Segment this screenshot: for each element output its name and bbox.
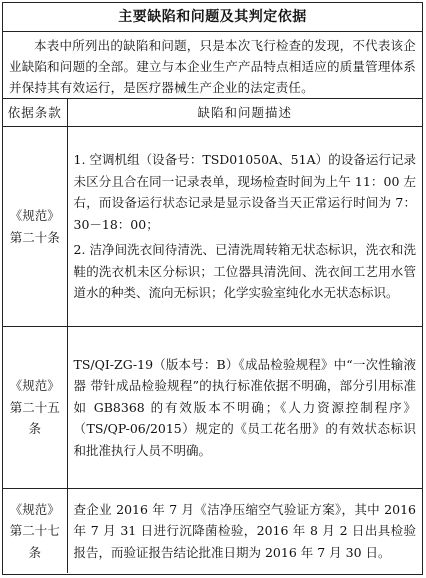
clause-line: 《规范》 xyxy=(9,208,60,223)
clause-line: 第二十七 xyxy=(9,523,60,539)
description-cell xyxy=(67,327,422,489)
clause-line: 第二十五 xyxy=(9,399,60,415)
clause-line: 条 xyxy=(28,544,41,560)
clause-line: 条 xyxy=(28,421,41,437)
description-item: TS/QI-ZG-19（版本号：B）《成品检验规程》中“一次性输液器 带针成品检验规程”的执行标准依据不明确，部分引用标准如 GB8368 的有效版本不明确；《人力资源控制程序》（TS/QP-06/2015）规定的《员工花名册》的有效状态标识和批准执行人员不明确。 xyxy=(73,356,416,458)
defects-table xyxy=(3,98,422,573)
description-item: 1. 空调机组（设备号：TSD01050A、51A）的设备运行记录未区分且合在同一记录表单，现场检查时间为上午 11：00 左右，而设备运行状态记录是显示设备当天正常运行时间为 7：30－18：00； xyxy=(73,152,416,232)
page-title: 主要缺陷和问题及其判定依据 xyxy=(3,3,422,32)
clause-cell xyxy=(3,489,67,574)
header-description: 缺陷和问题描述 xyxy=(67,99,422,127)
description-cell xyxy=(67,127,422,327)
clause-line: 第二十条 xyxy=(9,229,60,245)
clause-cell xyxy=(3,327,67,489)
clause-line: 《规范》 xyxy=(9,501,60,517)
table-header-row xyxy=(3,99,422,127)
clause-line: 《规范》 xyxy=(9,378,60,394)
header-clause: 依据条款 xyxy=(3,99,67,127)
description-item: 2. 洁净间洗衣间待清洗、已清洗周转箱无状态标识，洗衣和洗鞋的洗衣机未区分标识；工位器具清洗间、洗衣间工艺用水管道水的种类、流向无标识；化学实验室纯化水无状态标识。 xyxy=(73,242,416,301)
table-frame xyxy=(2,2,423,575)
description-item: 查企业 2016 年 7 月《洁净压缩空气验证方案》，其中 2016 年 7 月 31 日进行沉降菌检验，2016 年 8 月 2 日出具检验报告，而验证报告结论批准日期为 2016 年 7 月 30 日。 xyxy=(73,501,416,560)
table-row xyxy=(3,127,422,327)
table-row xyxy=(3,489,422,574)
clause-cell xyxy=(3,127,67,327)
description-cell xyxy=(67,489,422,574)
intro-paragraph: 本表中所列出的缺陷和问题，只是本次飞行检查的发现，不代表该企业缺陷和问题的全部。建立与本企业生产产品特点相适应的质量管理体系并保持其有效运行，是医疗器械生产企业的法定责任。 xyxy=(9,38,416,95)
table-row xyxy=(3,327,422,489)
